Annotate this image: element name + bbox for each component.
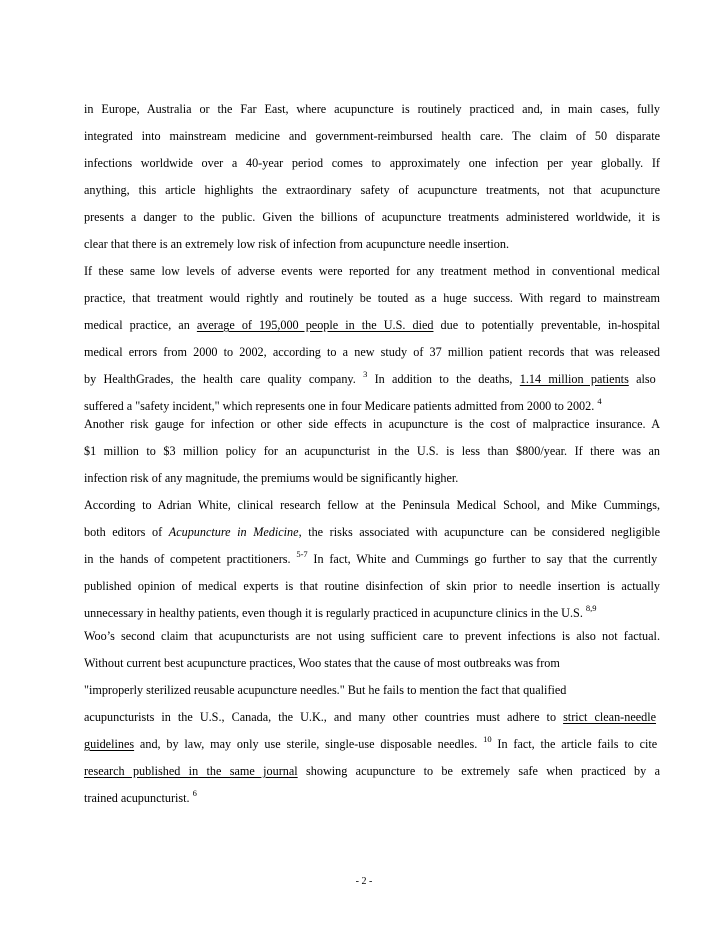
text-run: infections worldwide over a 40-year period comes to approximately one infection per year globally. If [84, 156, 660, 170]
text-run: anything, this article highlights the extraordinary safety of acupuncture treatments, not that acupuncture [84, 183, 660, 197]
text-line [84, 398, 602, 414]
text-run: In fact, White and Cummings go further to say that the currently [307, 552, 658, 566]
text-run: presents a danger to the public. Given the billions of acupuncture treatments administered worldwide, it is [84, 210, 660, 224]
text-line [84, 182, 660, 198]
footnote-reference: 4 [597, 396, 602, 406]
text-run: by HealthGrades, the health care quality company. [84, 372, 364, 386]
text-run: practice, that treatment would rightly and routinely be touted as a huge success. With regard to mainstream [84, 291, 660, 305]
text-line [84, 790, 197, 806]
hyperlink[interactable]: strict clean-needle [563, 710, 657, 724]
text-line [84, 605, 597, 621]
text-run: $1 million to $3 million policy for an acupuncturist in the U.S. is less than $800/year. If there was an [84, 444, 660, 458]
text-line [84, 128, 660, 144]
text-line [84, 209, 660, 225]
text-run: "improperly sterilized reusable acupuncture needles." But he fails to mention the fact that qualified [84, 683, 567, 697]
text-line [84, 371, 656, 387]
text-line [84, 682, 566, 698]
text-run: unnecessary in healthy patients, even though it is regularly practiced in acupuncture clinics in the U.S. [84, 606, 586, 620]
text-line [84, 263, 660, 279]
text-run: In fact, the article fails to cite [491, 737, 658, 751]
text-run: clear that there is an extremely low risk of infection from acupuncture needle insertion. [84, 237, 510, 251]
text-run: showing acupuncture to be extremely safe when practiced by a [297, 764, 660, 778]
hyperlink[interactable]: average of 195,000 people in the U.S. died [196, 318, 434, 332]
footnote-reference: 8,9 [585, 603, 597, 613]
text-run: Woo’s second claim that acupuncturists are not using sufficient care to prevent infections is also not factual. [84, 629, 660, 643]
text-run: infection risk of any magnitude, the premiums would be significantly higher. [84, 471, 459, 485]
text-line [84, 344, 660, 360]
text-run: medical practice, an [84, 318, 197, 332]
text-line [84, 551, 657, 567]
hyperlink[interactable]: guidelines [84, 737, 135, 751]
text-run: Another risk gauge for infection or other side effects in acupuncture is the cost of malpractice insurance. A [84, 417, 660, 431]
text-line [84, 101, 660, 117]
footnote-reference: 6 [192, 788, 197, 798]
text-run: both editors of [84, 525, 169, 539]
text-line [84, 443, 660, 459]
text-run: in the hands of competent practitioners. [84, 552, 297, 566]
text-run: suffered a "safety incident," which represents one in four Medicare patients admitted from 2000 to 2002. [84, 399, 598, 413]
text-run: trained acupuncturist. [84, 791, 193, 805]
text-run: also [628, 372, 656, 386]
footnote-reference: 3 [363, 369, 368, 379]
text-run: Without current best acupuncture practices, Woo states that the cause of most outbreaks was from [84, 656, 560, 670]
text-run: due to potentially preventable, in-hospital [433, 318, 660, 332]
text-line [84, 236, 509, 252]
text-line [84, 763, 660, 779]
text-line [84, 736, 657, 752]
text-line [84, 524, 660, 540]
text-run: If these same low levels of adverse events were reported for any treatment method in conventional medical [84, 264, 660, 278]
text-run: acupuncturists in the U.S., Canada, the U.K., and many other countries must adhere to [84, 710, 564, 724]
text-line [84, 290, 660, 306]
text-run: According to Adrian White, clinical research fellow at the Peninsula Medical School, and Mike Cummings, [84, 498, 660, 512]
page-number: - 2 - [355, 876, 373, 887]
footnote-reference: 5-7 [296, 549, 308, 559]
text-line [84, 578, 660, 594]
text-run: integrated into mainstream medicine and government-reimbursed health care. The claim of 50 disparate [84, 129, 660, 143]
text-run: medical errors from 2000 to 2002, according to a new study of 37 million patient records that was released [84, 345, 660, 359]
text-line [84, 655, 560, 671]
footnote-reference: 10 [483, 734, 492, 744]
text-line [84, 470, 458, 486]
hyperlink[interactable]: 1.14 million patients [519, 372, 629, 386]
journal-title: Acupuncture in Medicine [168, 525, 299, 539]
text-line [84, 317, 660, 333]
hyperlink[interactable]: research published in the same journal [84, 764, 298, 778]
text-line [84, 709, 656, 725]
text-line [84, 497, 660, 513]
text-line [84, 628, 660, 644]
text-run: In addition to the deaths, [367, 372, 520, 386]
text-line [84, 155, 660, 171]
text-run: in Europe, Australia or the Far East, where acupuncture is routinely practiced and, in main cases, fully [84, 102, 660, 116]
text-run: published opinion of medical experts is that routine disinfection of skin prior to needle insertion is actually [84, 579, 660, 593]
text-line [84, 416, 660, 432]
text-run: and, by law, may only use sterile, single-use disposable needles. [134, 737, 484, 751]
text-run: , the risks associated with acupuncture can be considered negligible [298, 525, 661, 539]
